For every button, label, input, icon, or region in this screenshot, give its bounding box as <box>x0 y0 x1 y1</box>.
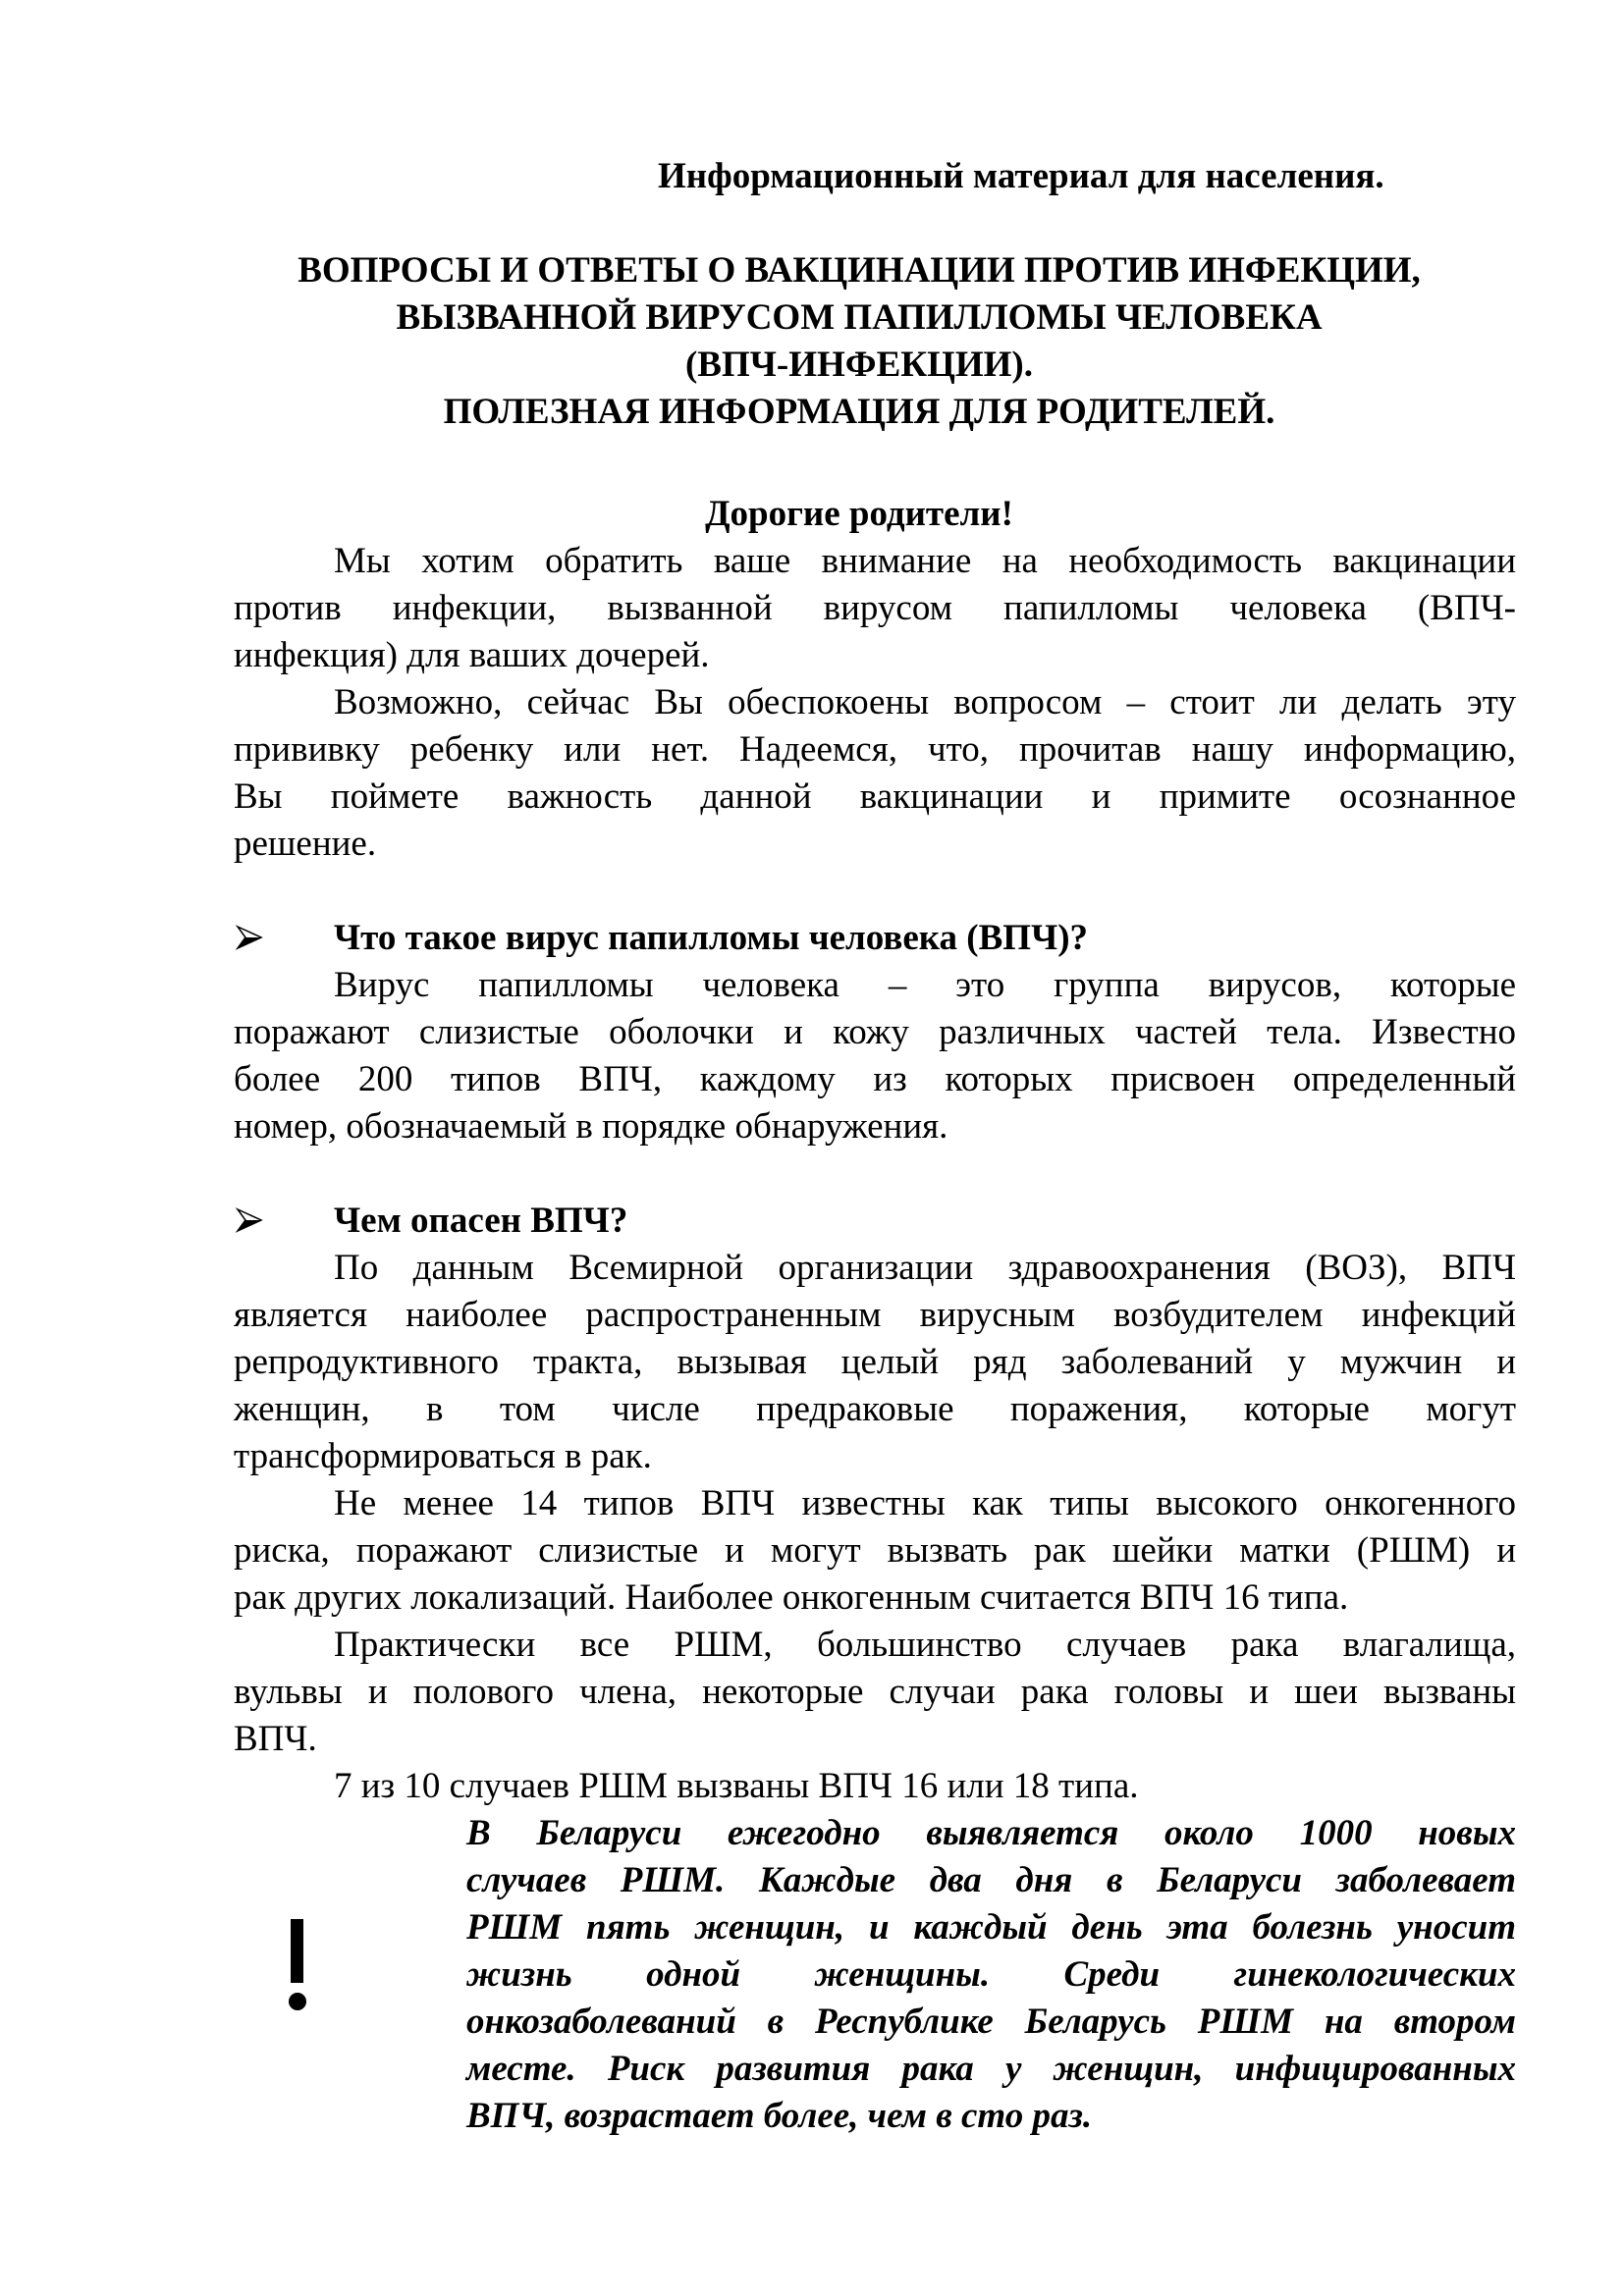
arrow-bullet-icon <box>234 1205 263 1235</box>
paragraph-line: номер, обозначаемый в порядке обнаружения. <box>234 1106 948 1147</box>
greeting: Дорогие родители! <box>705 494 1013 534</box>
exclamation-icon <box>291 1919 304 2010</box>
paragraph-line: против инфекции, вызванной вирусом папилломы человека (ВПЧ- <box>234 588 1516 628</box>
paragraph-line: Мы хотим обратить ваше внимание на необходимость вакцинации <box>334 541 1516 581</box>
paragraph-line: Вирус папилломы человека – это группа вирусов, которые <box>334 965 1516 1005</box>
paragraph-line: вульвы и полового члена, некоторые случаи рака головы и шеи вызваны <box>234 1672 1516 1712</box>
paragraph-line: Возможно, сейчас Вы обеспокоены вопросом – стоит ли делать эту <box>334 682 1516 722</box>
paragraph-line: поражают слизистые оболочки и кожу различных частей тела. Известно <box>234 1012 1516 1052</box>
paragraph-line: трансформироваться в рак. <box>234 1436 652 1476</box>
paragraph-line: решение. <box>234 824 377 864</box>
paragraph-line: риска, поражают слизистые и могут вызвать рак шейки матки (РШМ) и <box>234 1530 1516 1571</box>
callout-line: РШМ пять женщин, и каждый день эта болезнь уносит <box>466 1907 1516 1948</box>
paragraph-line: женщин, в том числе предраковые поражения, которые могут <box>234 1389 1516 1429</box>
section-question: Чем опасен ВПЧ? <box>334 1201 628 1241</box>
title-line-4: ПОЛЕЗНАЯ ИНФОРМАЦИЯ ДЛЯ РОДИТЕЛЕЙ. <box>443 392 1275 432</box>
paragraph-line: рак других локализаций. Наиболее онкогенным считается ВПЧ 16 типа. <box>234 1577 1349 1618</box>
callout-line: случаев РШМ. Каждые два дня в Беларуси заболевает <box>466 1860 1516 1900</box>
callout-line: ВПЧ, возрастает более, чем в сто раз. <box>466 2096 1093 2136</box>
title-line-3: (ВПЧ-ИНФЕКЦИИ). <box>684 345 1033 385</box>
header-note: Информационный материал для населения. <box>658 156 1384 196</box>
paragraph-line: репродуктивного тракта, вызывая целый ряд заболеваний у мужчин и <box>234 1342 1516 1382</box>
paragraph-line: Вы поймете важность данной вакцинации и примите осознанное <box>234 776 1516 817</box>
paragraph-line: Практически все РШМ, большинство случаев рака влагалища, <box>334 1625 1516 1665</box>
paragraph-line: инфекция) для ваших дочерей. <box>234 635 710 675</box>
paragraph-line: Не менее 14 типов ВПЧ известны как типы высокого онкогенного <box>334 1483 1516 1523</box>
paragraph-line: прививку ребенку или нет. Надеемся, что, прочитав нашу информацию, <box>234 729 1516 770</box>
title-line-2: ВЫЗВАННОЙ ВИРУСОМ ПАПИЛЛОМЫ ЧЕЛОВЕКА <box>396 297 1323 338</box>
paragraph-line: По данным Всемирной организации здравоохранения (ВОЗ), ВПЧ <box>334 1248 1516 1288</box>
arrow-bullet-icon <box>234 923 263 952</box>
paragraph-line: ВПЧ. <box>234 1719 317 1759</box>
callout-line: жизнь одной женщины. Среди гинекологических <box>466 1954 1516 1995</box>
callout-line: В Беларуси ежегодно выявляется около 1000 новых <box>466 1813 1516 1853</box>
callout-line: месте. Риск развития рака у женщин, инфицированных <box>466 2049 1516 2089</box>
paragraph-line: 7 из 10 случаев РШМ вызваны ВПЧ 16 или 18 типа. <box>334 1766 1139 1806</box>
section-question: Что такое вирус папилломы человека (ВПЧ)? <box>334 918 1089 958</box>
paragraph-line: более 200 типов ВПЧ, каждому из которых присвоен определенный <box>234 1059 1516 1099</box>
callout-line: онкозаболеваний в Республике Беларусь РШМ на втором <box>466 2002 1516 2042</box>
title-line-1: ВОПРОСЫ И ОТВЕТЫ О ВАКЦИНАЦИИ ПРОТИВ ИНФЕКЦИИ, <box>298 250 1421 291</box>
paragraph-line: является наиболее распространенным вирусным возбудителем инфекций <box>234 1295 1516 1335</box>
